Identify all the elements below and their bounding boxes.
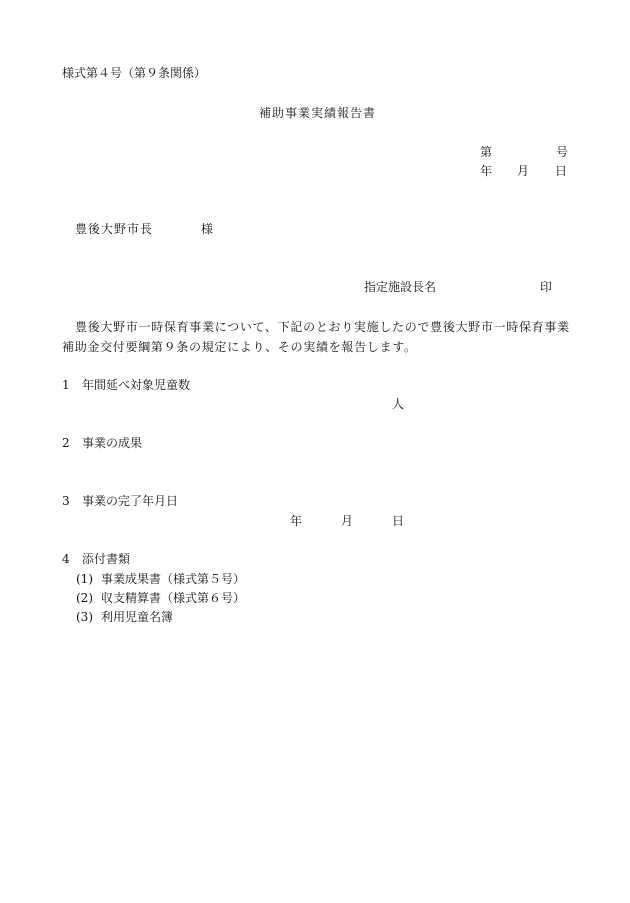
attachment-2-number: (2) <box>76 591 93 605</box>
document-number-suffix: 号 <box>556 145 569 159</box>
attachment-3-number: (3) <box>76 610 93 624</box>
date-year: 年 <box>480 164 493 178</box>
document-number-prefix: 第 <box>480 145 493 159</box>
item-2-number: 2 <box>62 436 70 450</box>
item-1-number: 1 <box>62 378 70 392</box>
attachment-2-text: 収支精算書（様式第６号） <box>101 591 246 605</box>
item-4-label: 添付書類 <box>82 552 131 566</box>
form-number: 様式第４号（第９条関係） <box>62 66 207 80</box>
body-text-line-1: 豊後大野市一時保育事業について、下記のとおり実施したので豊後大野市一時保育事業 <box>75 320 570 334</box>
date-day: 日 <box>555 164 568 178</box>
body-text-line-2: 補助金交付要綱第９条の規定により、その実績を報告します。 <box>62 340 417 354</box>
seal-mark: 印 <box>540 280 553 294</box>
document-title: 補助事業実績報告書 <box>259 106 377 120</box>
addressee-name: 豊後大野市長 <box>75 222 154 236</box>
item-3-label: 事業の完了年月日 <box>82 494 179 508</box>
completion-day: 日 <box>392 514 405 528</box>
attachment-1-text: 事業成果書（様式第５号） <box>101 572 246 586</box>
item-4-number: 4 <box>62 552 70 566</box>
attachment-3-text: 利用児童名簿 <box>101 610 174 624</box>
item-3-number: 3 <box>62 494 70 508</box>
signer-label: 指定施設長名 <box>364 280 437 294</box>
completion-month: 月 <box>341 514 354 528</box>
completion-year: 年 <box>290 514 303 528</box>
item-1-label: 年間延べ対象児童数 <box>82 378 191 392</box>
date-month: 月 <box>517 164 530 178</box>
attachment-1-number: (1) <box>76 572 93 586</box>
item-2-label: 事業の成果 <box>82 436 143 450</box>
addressee-honorific: 様 <box>201 222 214 236</box>
item-1-unit: 人 <box>392 397 405 411</box>
